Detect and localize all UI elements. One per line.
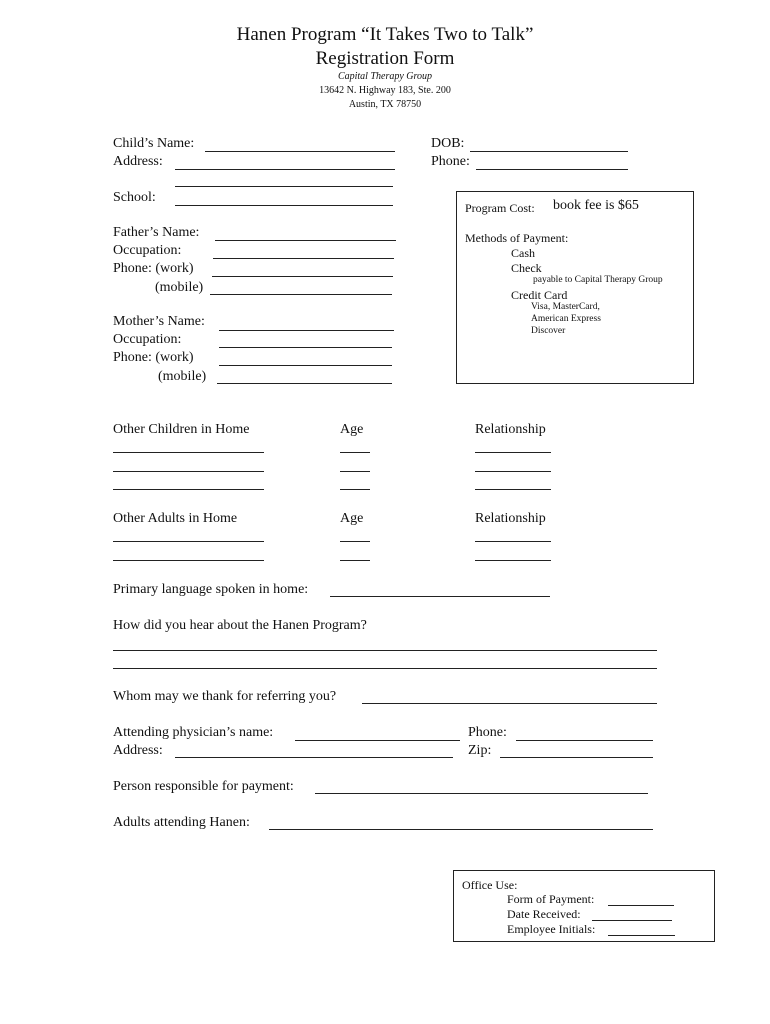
cards-line3: Discover <box>531 326 566 336</box>
referral-label: Whom may we thank for referring you? <box>113 689 337 704</box>
office-use-label: Office Use: <box>462 878 518 892</box>
adult-row-age-field[interactable] <box>340 560 370 561</box>
father-phone-work-label: Phone: (work) <box>113 261 194 276</box>
child-name-field[interactable] <box>205 151 395 152</box>
father-name-label: Father’s Name: <box>113 225 200 240</box>
cards-line2: American Express <box>531 314 601 324</box>
payment-cash: Cash <box>511 246 535 260</box>
org-address-line2: Austin, TX 78750 <box>348 99 422 110</box>
form-title: Hanen Program “It Takes Two to Talk” <box>236 24 534 45</box>
physician-address-field[interactable] <box>175 757 453 758</box>
program-cost-value: book fee is $65 <box>553 198 639 213</box>
org-name: Capital Therapy Group <box>337 71 433 82</box>
father-name-field[interactable] <box>215 240 396 241</box>
father-mobile-label: (mobile) <box>155 280 204 295</box>
program-cost-box <box>456 191 694 384</box>
child-address-field-2[interactable] <box>175 186 393 187</box>
payment-check: Check <box>511 261 542 275</box>
mother-phone-work-field[interactable] <box>219 365 392 366</box>
check-note: payable to Capital Therapy Group <box>533 275 663 285</box>
physician-zip-field[interactable] <box>500 757 653 758</box>
dob-field[interactable] <box>470 151 628 152</box>
father-mobile-field[interactable] <box>210 294 392 295</box>
child-phone-field[interactable] <box>476 169 628 170</box>
physician-zip-label: Zip: <box>468 743 492 758</box>
child-row-age-field[interactable] <box>340 471 370 472</box>
child-row-relationship-field[interactable] <box>475 471 551 472</box>
child-address-field[interactable] <box>175 169 395 170</box>
mother-phone-work-label: Phone: (work) <box>113 350 194 365</box>
other-adults-header: Other Adults in Home <box>113 511 238 526</box>
payment-credit-card: Credit Card <box>511 288 568 302</box>
dob-label: DOB: <box>431 136 465 151</box>
hear-about-field-2[interactable] <box>113 668 657 669</box>
office-use-box <box>453 870 715 942</box>
child-phone-label: Phone: <box>431 154 470 169</box>
school-label: School: <box>113 190 156 205</box>
school-field[interactable] <box>175 205 393 206</box>
adult-row-relationship-field[interactable] <box>475 560 551 561</box>
mother-name-field[interactable] <box>219 330 394 331</box>
children-age-header: Age <box>340 422 364 437</box>
adult-row-name-field[interactable] <box>113 541 264 542</box>
mother-mobile-field[interactable] <box>217 383 392 384</box>
org-address-line1: 13642 N. Highway 183, Ste. 200 <box>319 85 451 96</box>
form-subtitle: Registration Form <box>315 48 455 69</box>
child-address-label: Address: <box>113 154 163 169</box>
employee-initials-label: Employee Initials: <box>507 922 596 936</box>
program-cost-label: Program Cost: <box>465 201 535 215</box>
payment-responsible-field[interactable] <box>315 793 648 794</box>
adult-row-age-field[interactable] <box>340 541 370 542</box>
children-relationship-header: Relationship <box>475 422 546 437</box>
father-occupation-field[interactable] <box>213 258 394 259</box>
employee-initials-field[interactable] <box>608 935 675 936</box>
father-occupation-label: Occupation: <box>113 243 182 258</box>
hear-about-field-1[interactable] <box>113 650 657 651</box>
adult-row-relationship-field[interactable] <box>475 541 551 542</box>
adults-relationship-header: Relationship <box>475 511 546 526</box>
child-row-age-field[interactable] <box>340 489 370 490</box>
cards-line1: Visa, MasterCard, <box>531 302 600 312</box>
child-row-relationship-field[interactable] <box>475 489 551 490</box>
referral-field[interactable] <box>362 703 657 704</box>
child-row-name-field[interactable] <box>113 489 264 490</box>
child-row-name-field[interactable] <box>113 471 264 472</box>
date-received-label: Date Received: <box>507 907 581 921</box>
payment-responsible-label: Person responsible for payment: <box>113 779 294 794</box>
date-received-field[interactable] <box>592 920 672 921</box>
mother-occupation-field[interactable] <box>219 347 392 348</box>
form-of-payment-label: Form of Payment: <box>507 892 595 906</box>
mother-mobile-label: (mobile) <box>158 369 207 384</box>
child-name-label: Child’s Name: <box>113 136 195 151</box>
physician-address-label: Address: <box>113 743 163 758</box>
adult-row-name-field[interactable] <box>113 560 264 561</box>
language-label: Primary language spoken in home: <box>113 582 309 597</box>
father-phone-work-field[interactable] <box>212 276 393 277</box>
other-children-header: Other Children in Home <box>113 422 250 437</box>
form-of-payment-field[interactable] <box>608 905 674 906</box>
mother-occupation-label: Occupation: <box>113 332 182 347</box>
methods-label: Methods of Payment: <box>465 231 569 245</box>
child-row-age-field[interactable] <box>340 452 370 453</box>
mother-name-label: Mother’s Name: <box>113 314 205 329</box>
adults-attending-label: Adults attending Hanen: <box>113 815 250 830</box>
physician-phone-field[interactable] <box>516 740 653 741</box>
adults-age-header: Age <box>340 511 364 526</box>
physician-phone-label: Phone: <box>468 725 507 740</box>
adults-attending-field[interactable] <box>269 829 653 830</box>
child-row-relationship-field[interactable] <box>475 452 551 453</box>
child-row-name-field[interactable] <box>113 452 264 453</box>
physician-name-field[interactable] <box>295 740 460 741</box>
physician-name-label: Attending physician’s name: <box>113 725 274 740</box>
language-field[interactable] <box>330 596 550 597</box>
hear-about-label: How did you hear about the Hanen Program? <box>113 618 367 633</box>
